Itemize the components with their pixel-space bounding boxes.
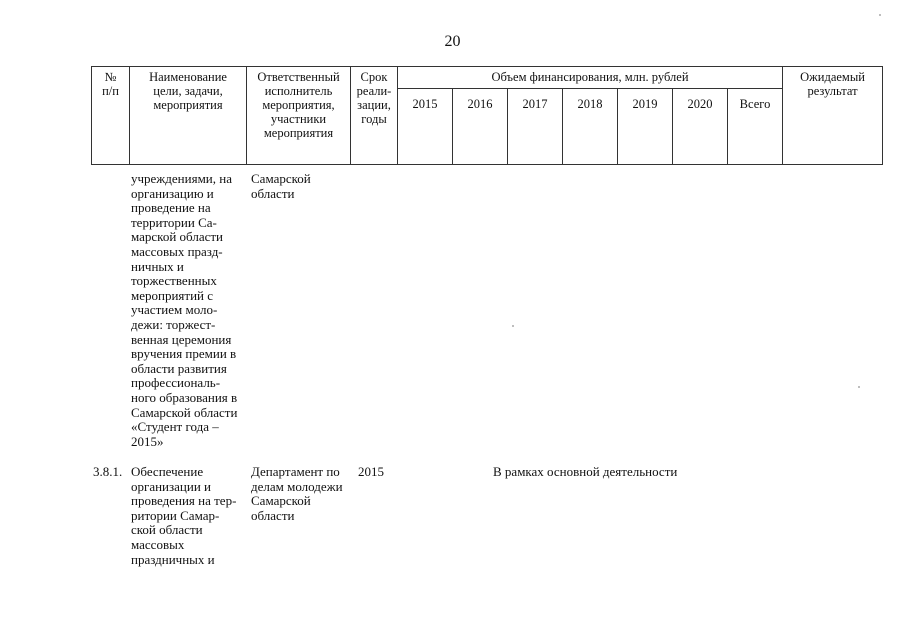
header-executor-text: Ответственный исполнитель мероприятия, участники мероприятия — [257, 70, 340, 140]
row-2-name: Обеспечение организации и проведения на тер- ритории Самар- ской области массовых праздничных и — [131, 464, 237, 567]
scan-speck — [858, 386, 860, 388]
header-name-text: Наименование цели, задачи, мероприятия — [149, 70, 227, 112]
header-term-text: Срок реали- зации, годы — [356, 70, 392, 126]
row-1-name: учреждениями, на организацию и проведение на территории Са- марской области массовых празд- ничных и торжественных мероприятий с участием моло- дежи: торжест- венная церемония вручения премии в области развития профессиональ- ного образования в Самарской области «Студент года – 2015» — [131, 171, 238, 449]
scan-speck — [879, 14, 881, 16]
row-2-result: В рамках основной деятельности — [493, 464, 678, 479]
row-2-num: 3.8.1. — [93, 464, 123, 479]
header-year-2018: 2018 — [563, 89, 618, 165]
financing-table-header — [91, 66, 883, 165]
header-year-2020: 2020 — [673, 89, 728, 165]
header-num — [92, 67, 130, 165]
header-term — [351, 67, 398, 165]
header-financing: Объем финансирования, млн. рублей — [398, 67, 783, 89]
header-result — [783, 67, 883, 165]
header-year-2015: 2015 — [398, 89, 453, 165]
row-2-executor: Департамент по делам молодежи Самарской области — [251, 464, 343, 523]
row-2-term: 2015 — [358, 464, 384, 479]
page-number: 20 — [444, 33, 461, 50]
header-executor — [247, 67, 351, 165]
header-year-2017: 2017 — [508, 89, 563, 165]
header-year-total: Всего — [728, 89, 783, 165]
row-1-executor: Самарской области — [251, 171, 311, 201]
header-year-2016: 2016 — [453, 89, 508, 165]
scan-speck — [512, 325, 514, 327]
header-name — [130, 67, 247, 165]
header-year-2019: 2019 — [618, 89, 673, 165]
header-num-text: № п/п — [102, 70, 119, 98]
header-result-text: Ожидаемый результат — [800, 70, 865, 98]
